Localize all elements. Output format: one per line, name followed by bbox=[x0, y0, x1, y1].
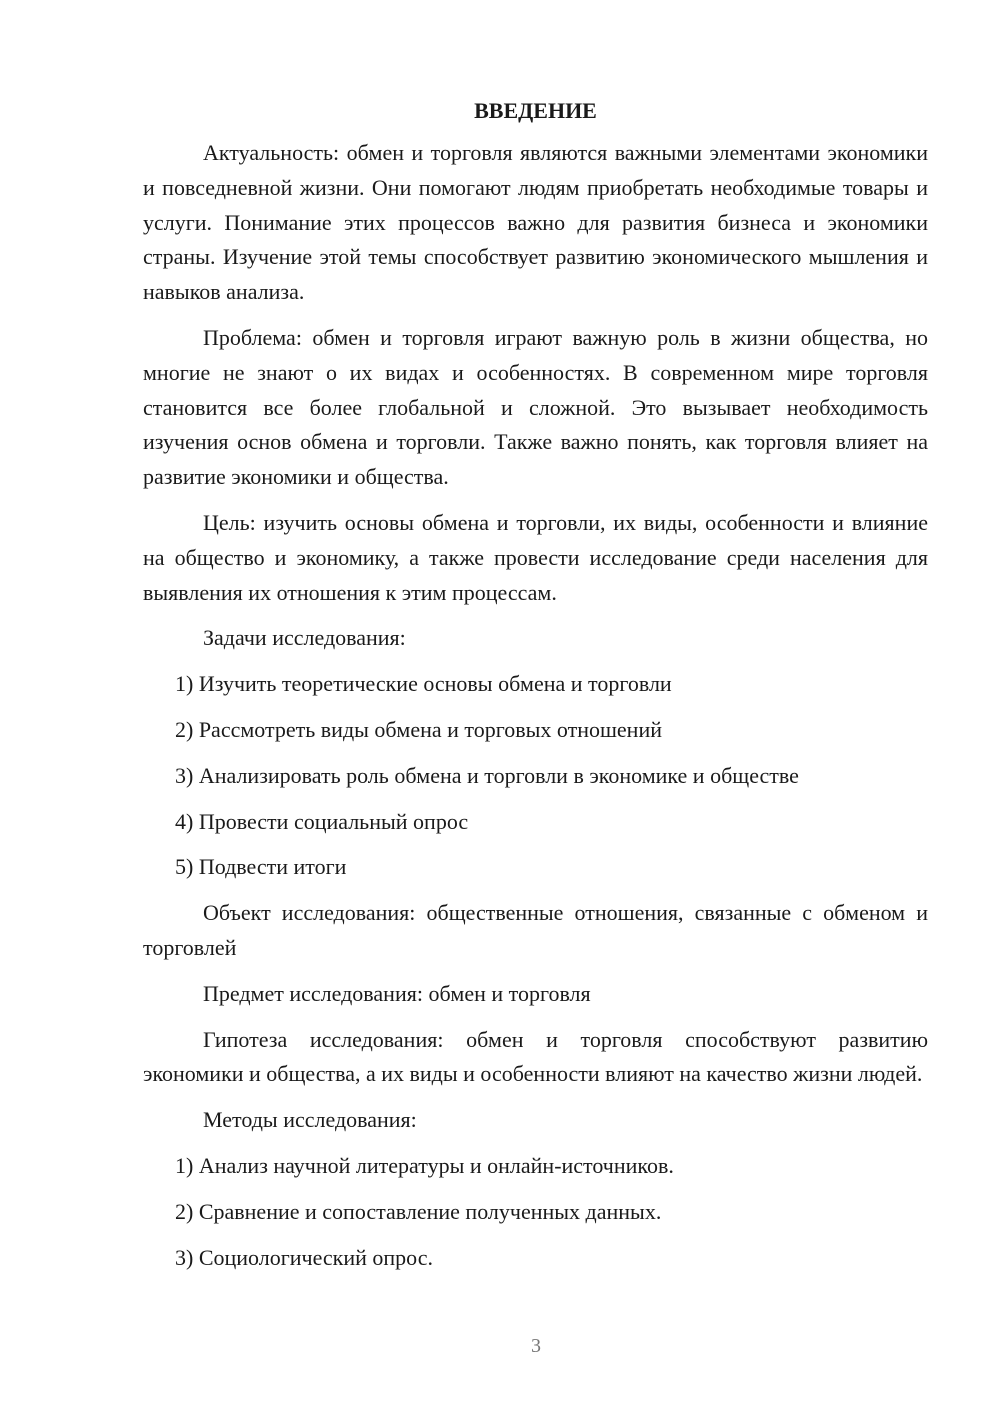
list-item: 2) Сравнение и сопоставление полученных данных. bbox=[175, 1198, 662, 1224]
methods-list bbox=[143, 1149, 928, 1275]
paragraph-subject: Предмет исследования: обмен и торговля bbox=[203, 980, 591, 1006]
page-number: 3 bbox=[531, 1335, 541, 1357]
list-item: 5) Подвести итоги bbox=[175, 854, 347, 880]
tasks-list bbox=[143, 667, 928, 885]
tasks-label: Задачи исследования: bbox=[203, 625, 406, 651]
list-item: 2) Рассмотреть виды обмена и торговых отношений bbox=[175, 716, 662, 742]
paragraph-object: Объект исследования: общественные отношения, связанные с обменом и торговлей bbox=[143, 900, 928, 960]
paragraph-problem: Проблема: обмен и торговля играют важную роль в жизни общества, но многие не знают о их видах и особенностях. В современном мире торговля становится все более глобальной и сложной. Это вызывает необходимость изучения основ обмена и торговли. Также важно понять, как торговля влияет на развитие экономики и общества. bbox=[143, 324, 928, 490]
list-item: 1) Анализ научной литературы и онлайн-источников. bbox=[175, 1152, 674, 1178]
page-content bbox=[143, 96, 928, 1286]
list-item: 1) Изучить теоретические основы обмена и торговли bbox=[175, 671, 672, 697]
page-title: ВВЕДЕНИЕ bbox=[474, 98, 597, 123]
list-item: 3) Социологический опрос. bbox=[175, 1244, 433, 1270]
methods-label: Методы исследования: bbox=[203, 1107, 417, 1133]
list-item: 3) Анализировать роль обмена и торговли в экономике и обществе bbox=[175, 762, 799, 788]
paragraph-hypothesis: Гипотеза исследования: обмен и торговля способствуют развитию экономики и общества, а их виды и особенности влияют на качество жизни людей. bbox=[143, 1026, 928, 1087]
list-item: 4) Провести социальный опрос bbox=[175, 808, 469, 834]
paragraph-relevance: Актуальность: обмен и торговля являются важными элементами экономики и повседневной жизни. Они помогают людям приобретать необходимые товары и услуги. Понимание этих процессов важно для развития бизнеса и экономики страны. Изучение этой темы способствует развитию экономического мышления и навыков анализа. bbox=[143, 140, 928, 305]
paragraph-goal: Цель: изучить основы обмена и торговли, их виды, особенности и влияние на общество и экономику, а также провести исследование среди населения для выявления их отношения к этим процессам. bbox=[143, 509, 928, 605]
